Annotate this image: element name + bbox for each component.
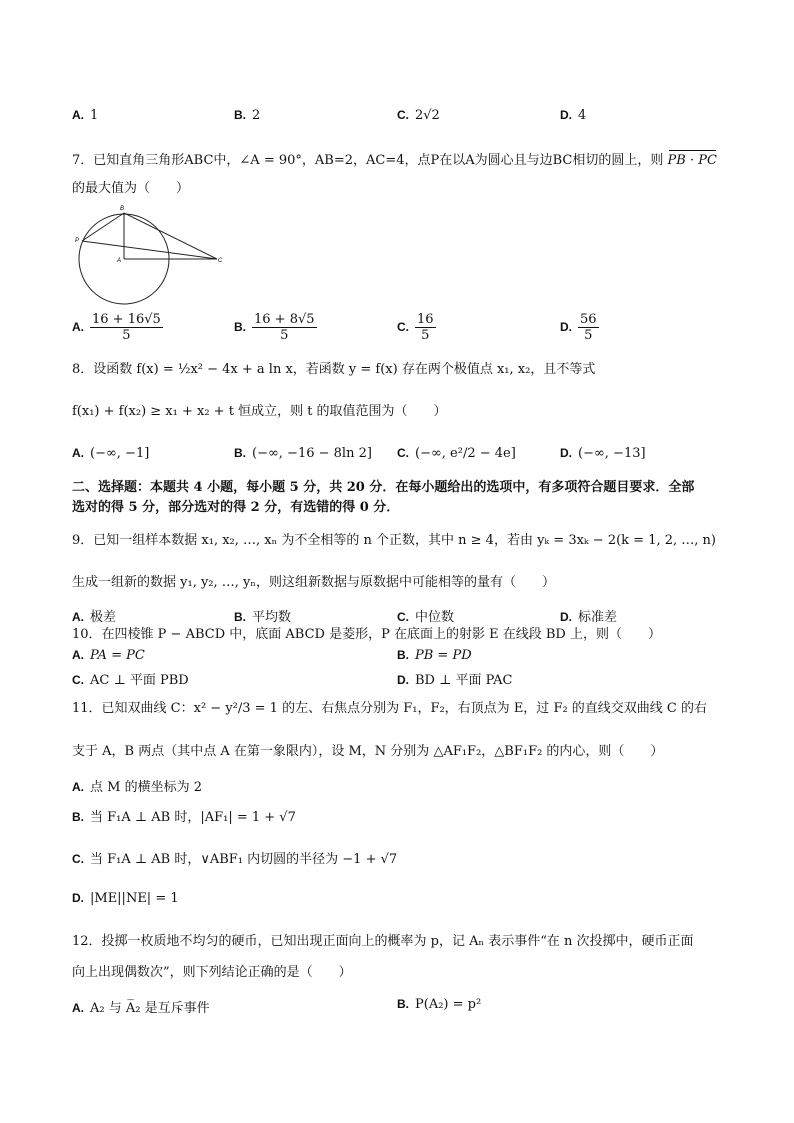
q11-option-a: A. 点 M 的横坐标为 2 xyxy=(72,780,202,795)
q11-stem: 11．已知双曲线 C：x² − y²/3 = 1 的左、右焦点分别为 F₁，F₂，右顶点为 E，过 F₂ 的直线交双曲线 C 的右 xyxy=(72,701,708,716)
section2-heading-line2: 选对的得 5 分，部分选对的得 2 分，有选错的得 0 分． xyxy=(72,500,400,515)
q10-stem: 10．在四棱锥 P − ABCD 中，底面 ABCD 是菱形，P 在底面上的射影 E 在线段 BD 上，则（ ） xyxy=(72,627,661,642)
q12-option-b: B. P(A₂) = p² xyxy=(397,997,482,1012)
q9-option-c: C. 中位数 xyxy=(397,610,455,625)
q7-option-d: D. $\frac{56}{5}$ xyxy=(560,312,597,343)
q9-stem: 9．已知一组样本数据 x₁, x₂, …, xₙ 为不全相等的 n 个正数，其中 n ≥ 4，若由 yₖ = 3xₖ − 2(k = 1, 2, …, n) xyxy=(72,533,716,548)
q6-option-a: A. 1 xyxy=(72,108,99,123)
q7-vector-product: PB · PC xyxy=(667,153,717,168)
q8-stem-line2: f(x₁) + f(x₂) ≥ x₁ + x₂ + t 恒成立，则 t 的取值范围为（ ） xyxy=(72,404,447,419)
q7-option-b: B. $\frac{16 + 8√5}{5}$ xyxy=(234,312,315,343)
q7-option-c: C. $\frac{16}{5}$ xyxy=(397,312,434,343)
q7-stem-line2: 的最大值为（ ） xyxy=(72,181,190,196)
q7-stem: 7．已知直角三角形ABC中，∠A = 90°，AB=2，AC=4，点P在以A为圆心且与边BC相切的圆上，则 PB · PC xyxy=(72,153,717,168)
q6-option-d: D. 4 xyxy=(560,108,587,123)
q6-option-c: C. 2√2 xyxy=(397,108,440,123)
q8-option-d: D. (−∞, −13] xyxy=(560,446,646,461)
q10-option-d: D. BD ⊥ 平面 PAC xyxy=(397,673,513,688)
q7-figure-pb xyxy=(82,213,124,241)
q10-option-b: B. PB = PD xyxy=(397,648,472,663)
q7-label-p: P xyxy=(75,238,80,244)
q12-option-a: A. A₂ 与 A̅₂ 是互斥事件 xyxy=(72,1001,210,1016)
q9-option-b: B. 平均数 xyxy=(234,610,292,625)
q7-figure-pc xyxy=(82,241,217,259)
q11-option-d: D. |ME||NE| = 1 xyxy=(72,891,179,906)
q12-stem: 12．投掷一枚质地不均匀的硬币，已知出现正面向上的概率为 p，记 Aₙ 表示事件“在 n 次投掷中，硬币正面 xyxy=(72,934,694,949)
q11-stem-line2: 支于 A，B 两点（其中点 A 在第一象限内），设 M，N 分别为 △AF₁F₂，△BF₁F₂ 的内心，则（ ） xyxy=(72,744,664,759)
q11-option-c: C. 当 F₁A ⊥ AB 时，∨ABF₁ 内切圆的半径为 −1 + √7 xyxy=(72,852,398,867)
q8-option-c: C. (−∞, e²/2 − 4e] xyxy=(397,446,516,461)
q7-option-a: A. $\frac{16 + 16√5}{5}$ xyxy=(72,312,161,343)
q12-stem-line2: 向上出现偶数次”，则下列结论正确的是（ ） xyxy=(72,965,352,980)
q8-stem: 8．设函数 f(x) = ½x² − 4x + a ln x，若函数 y = f(x) 存在两个极值点 x₁, x₂，且不等式 xyxy=(72,362,596,377)
q7-label-a: A xyxy=(117,258,122,264)
q6-option-b: B. 2 xyxy=(234,108,261,123)
q7-label-b: B xyxy=(120,206,125,212)
q11-option-b: B. 当 F₁A ⊥ AB 时，|AF₁| = 1 + √7 xyxy=(72,810,296,825)
q8-option-b: B. (−∞, −16 − 8ln 2] xyxy=(234,446,372,461)
q10-option-c: C. AC ⊥ 平面 PBD xyxy=(72,673,189,688)
q8-option-a: A. (−∞, −1] xyxy=(72,446,150,461)
q9-stem-line2: 生成一组新的数据 y₁, y₂, …, yₙ，则这组新数据与原数据中可能相等的量有（ ） xyxy=(72,575,556,590)
q7-figure-bc xyxy=(124,213,217,259)
q9-option-a: A. 极差 xyxy=(72,610,117,625)
q9-option-d: D. 标准差 xyxy=(560,610,618,625)
q10-option-a: A. PA = PC xyxy=(72,648,145,663)
q7-figure xyxy=(72,202,232,312)
q7-label-c: C xyxy=(218,258,223,264)
section2-heading: 二、选择题：本题共 4 小题，每小题 5 分，共 20 分．在每小题给出的选项中，有多项符合题目要求．全部 xyxy=(72,480,695,495)
